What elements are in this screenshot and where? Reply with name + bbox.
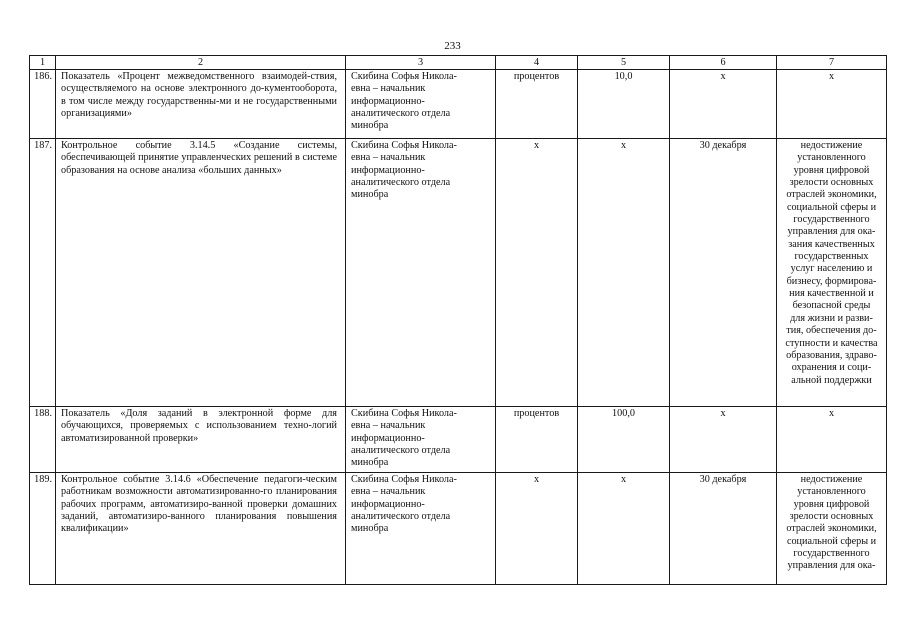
responsible-line: информационно- [351, 95, 425, 107]
table-row [30, 139, 887, 407]
risk-line: для жизни и разви- [790, 312, 873, 324]
risk-line: уровня цифровой [793, 498, 870, 510]
risk-line: зания качественных [788, 238, 875, 250]
risk-line: охранения и соци- [791, 362, 872, 374]
indicator-name: Контрольное событие 3.14.5 «Создание системы, обеспечивающей принятие управленческих решений в системе образования на основе анализа «больших данных» [56, 139, 346, 407]
responsible-line: информационно- [351, 432, 425, 444]
risk-line: ступности и качества [785, 337, 878, 349]
responsible-person [346, 473, 496, 585]
responsible-line: евна – начальник [351, 152, 426, 164]
responsible-line: Скибина Софья Никола- [351, 71, 457, 82]
row-number: 186. [30, 70, 56, 139]
row-number: 188. [30, 407, 56, 473]
value-cell: х [578, 139, 670, 407]
risk-cell [777, 139, 887, 407]
risk-line: образования, здраво- [786, 349, 877, 361]
responsible-line: аналитического отдела [351, 445, 451, 457]
responsible-line: евна – начальник [351, 486, 426, 498]
unit-cell: процентов [496, 407, 578, 473]
column-header: 6 [670, 56, 777, 70]
risk-line: ния качественной и [789, 288, 874, 300]
unit-cell: х [496, 139, 578, 407]
unit-cell: процентов [496, 70, 578, 139]
risk-line: социальной сферы и [786, 201, 877, 213]
risk-line: государственного [793, 214, 870, 226]
table-row [30, 407, 887, 473]
indicator-name: Показатель «Доля заданий в электронной форме для обучающихся, проверяемых с использованием техно-логий автоматизированной проверки» [56, 407, 346, 473]
responsible-line: минобра [351, 523, 389, 535]
column-header: 5 [578, 56, 670, 70]
responsible-line: Скибина Софья Никола- [351, 140, 457, 151]
responsible-line: евна – начальник [351, 420, 426, 432]
risk-line: х [828, 408, 835, 419]
responsible-line: минобра [351, 189, 389, 201]
row-number: 189. [30, 473, 56, 585]
risk-line: отраслей экономики, [786, 189, 877, 201]
control-events-table [29, 55, 887, 585]
responsible-line: информационно- [351, 164, 425, 176]
risk-line: государственного [793, 548, 870, 560]
responsible-line: минобра [351, 457, 389, 469]
risk-cell [777, 473, 887, 585]
risk-line: тия, обеспечения до- [786, 325, 877, 337]
responsible-person [346, 407, 496, 473]
risk-line: х [828, 71, 835, 82]
risk-line: социальной сферы и [786, 535, 877, 547]
responsible-line: информационно- [351, 498, 425, 510]
responsible-line: Скибина Софья Никола- [351, 408, 457, 419]
column-header: 7 [777, 56, 887, 70]
unit-cell: х [496, 473, 578, 585]
row-number: 187. [30, 139, 56, 407]
table-row [30, 473, 887, 585]
column-header: 1 [30, 56, 56, 70]
responsible-line: аналитического отдела [351, 177, 451, 189]
date-cell: х [670, 407, 777, 473]
risk-line: услуг населению и [790, 263, 873, 275]
value-cell: 10,0 [578, 70, 670, 139]
table-row [30, 70, 887, 139]
date-cell: х [670, 70, 777, 139]
responsible-line: евна – начальник [351, 83, 426, 95]
date-cell: 30 декабря [670, 473, 777, 585]
responsible-line: аналитического отдела [351, 511, 451, 523]
responsible-line: минобра [351, 120, 389, 132]
value-cell: х [578, 473, 670, 585]
risk-cell [777, 70, 887, 139]
risk-cell [777, 407, 887, 473]
risk-line: бизнесу, формирова- [786, 275, 877, 287]
risk-line: управления для ока- [787, 560, 876, 572]
risk-line: управления для ока- [787, 226, 876, 238]
column-header: 2 [56, 56, 346, 70]
value-cell: 100,0 [578, 407, 670, 473]
risk-line: государственных [794, 251, 869, 263]
risk-line: безопасной среды [792, 300, 871, 312]
indicator-name: Показатель «Процент межведомственного взаимодей-ствия, осуществляемого на основе электронного до-кументооборота, в том числе между государственны-ми и не государственными организациями» [56, 70, 346, 139]
risk-line: зрелости основных [789, 511, 874, 523]
risk-line: зрелости основных [789, 177, 874, 189]
risk-line: недостижение [800, 474, 863, 485]
date-cell: 30 декабря [670, 139, 777, 407]
indicator-name: Контрольное событие 3.14.6 «Обеспечение педагоги-ческим работникам возможности автоматизированно-го планирования рабочих программ, автоматизиро-ванной проверки домашних заданий, автоматизиро-ванного планирования повышения квалификации» [56, 473, 346, 585]
responsible-person [346, 139, 496, 407]
responsible-line: Скибина Софья Никола- [351, 474, 457, 485]
risk-line: установленного [797, 486, 866, 498]
column-header: 3 [346, 56, 496, 70]
responsible-line: аналитического отдела [351, 108, 451, 120]
responsible-person [346, 70, 496, 139]
risk-line: отраслей экономики, [786, 523, 877, 535]
table-header-row [30, 56, 887, 70]
risk-line: установленного [797, 152, 866, 164]
risk-line: альной поддержки [791, 374, 872, 386]
risk-line: недостижение [800, 140, 863, 151]
column-header: 4 [496, 56, 578, 70]
page-number: 233 [444, 40, 461, 52]
risk-line: уровня цифровой [793, 164, 870, 176]
